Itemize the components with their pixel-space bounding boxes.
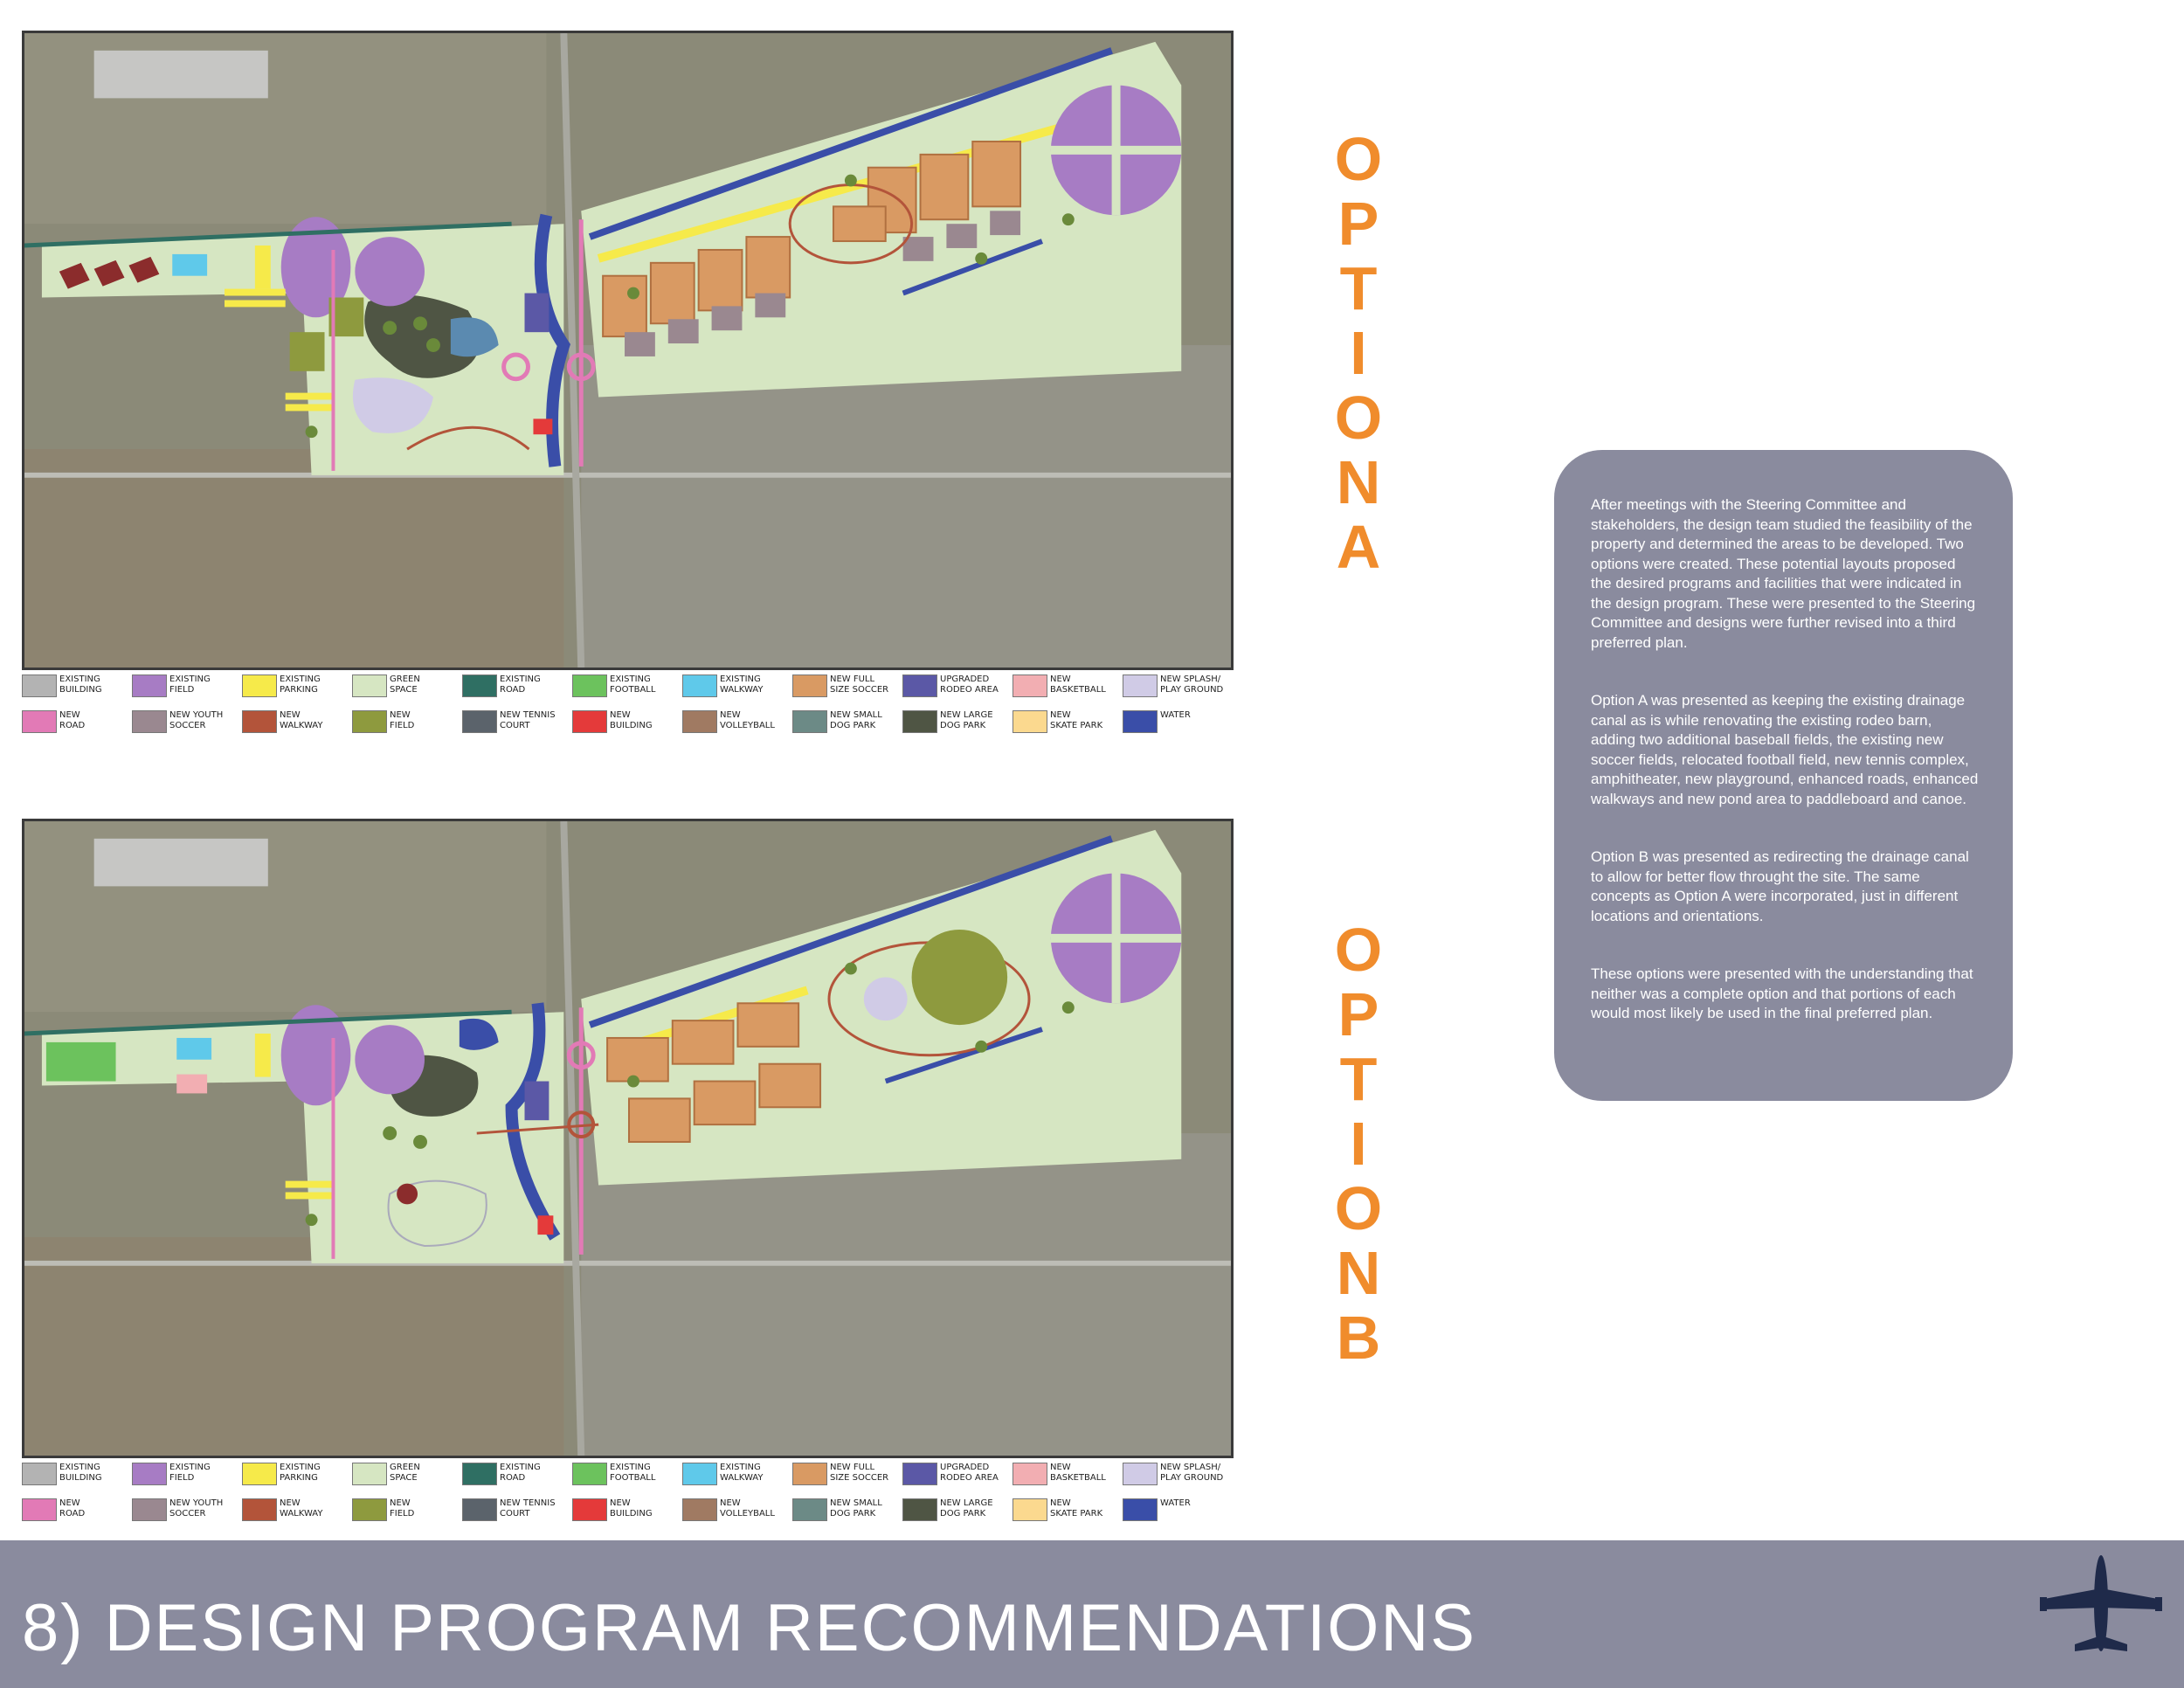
- legend-label: WATER: [1160, 710, 1191, 720]
- legend-label: NEW SPLASH/ PLAY GROUND: [1160, 1463, 1224, 1483]
- option-a-legend: [22, 675, 1245, 744]
- legend-swatch: [132, 1463, 167, 1485]
- legend-label: NEW BUILDING: [610, 1498, 653, 1519]
- option-b-legend: [22, 1463, 1245, 1532]
- legend-swatch: [682, 710, 717, 733]
- legend-swatch: [132, 710, 167, 733]
- option-a-letter: O: [1334, 125, 1383, 193]
- option-b-site-plan: [22, 819, 1234, 1458]
- legend-label: EXISTING FIELD: [169, 675, 211, 695]
- legend-label: NEW SKATE PARK: [1050, 710, 1103, 730]
- legend-item: [132, 710, 241, 735]
- legend-label: NEW BUILDING: [610, 710, 653, 730]
- legend-swatch: [462, 1498, 497, 1521]
- legend-label: NEW WALKWAY: [280, 710, 323, 730]
- option-a-letter: A: [1336, 513, 1381, 581]
- option-a-aerial-map: [24, 33, 1231, 668]
- legend-item: [902, 710, 1012, 735]
- option-b-letter: O: [1334, 1174, 1383, 1242]
- legend-label: NEW VOLLEYBALL: [720, 710, 775, 730]
- option-a-letter: I: [1350, 319, 1367, 387]
- legend-swatch: [572, 710, 607, 733]
- legend-label: NEW SMALL DOG PARK: [830, 1498, 882, 1519]
- legend-item: [572, 1498, 681, 1523]
- legend-item: [902, 675, 1012, 699]
- legend-label: EXISTING FOOTBALL: [610, 1463, 656, 1483]
- legend-label: NEW FIELD: [390, 710, 415, 730]
- legend-item: [132, 1498, 241, 1523]
- legend-item: [682, 675, 791, 699]
- legend-label: UPGRADED RODEO AREA: [940, 1463, 999, 1483]
- legend-label: NEW ROAD: [59, 1498, 86, 1519]
- legend-label: NEW FIELD: [390, 1498, 415, 1519]
- legend-label: EXISTING ROAD: [500, 675, 541, 695]
- legend-label: NEW FULL SIZE SOCCER: [830, 1463, 889, 1483]
- option-a-letter: P: [1337, 190, 1379, 258]
- legend-item: [792, 1463, 902, 1487]
- legend-item: [242, 1498, 351, 1523]
- legend-swatch: [1123, 675, 1158, 697]
- legend-swatch: [462, 1463, 497, 1485]
- legend-item: [682, 1463, 791, 1487]
- legend-label: NEW WALKWAY: [280, 1498, 323, 1519]
- description-panel: [1554, 450, 2013, 1101]
- legend-label: EXISTING ROAD: [500, 1463, 541, 1483]
- option-b-letter: B: [1336, 1304, 1381, 1372]
- legend-label: EXISTING FIELD: [169, 1463, 211, 1483]
- legend-item: [462, 675, 571, 699]
- legend-swatch: [902, 1498, 937, 1521]
- option-a-title: [1310, 127, 1406, 579]
- legend-swatch: [1013, 675, 1047, 697]
- legend-label: NEW FULL SIZE SOCCER: [830, 675, 889, 695]
- legend-swatch: [462, 710, 497, 733]
- legend-item: [352, 675, 461, 699]
- legend-item: [902, 1463, 1012, 1487]
- legend-item: [352, 1463, 461, 1487]
- airplane-icon: [2035, 1546, 2167, 1660]
- legend-label: EXISTING FOOTBALL: [610, 675, 656, 695]
- option-b-letter: N: [1336, 1239, 1381, 1307]
- legend-label: EXISTING BUILDING: [59, 1463, 102, 1483]
- legend-label: NEW BASKETBALL: [1050, 1463, 1106, 1483]
- legend-item: [352, 710, 461, 735]
- legend-item: [792, 1498, 902, 1523]
- legend-swatch: [792, 1498, 827, 1521]
- legend-swatch: [572, 1463, 607, 1485]
- legend-swatch: [242, 675, 277, 697]
- legend-label: NEW YOUTH SOCCER: [169, 1498, 224, 1519]
- legend-swatch: [902, 1463, 937, 1485]
- option-b-letter: I: [1350, 1110, 1367, 1178]
- option-b-title: [1310, 917, 1406, 1370]
- legend-label: EXISTING WALKWAY: [720, 1463, 764, 1483]
- legend-item: [22, 1463, 131, 1487]
- legend-swatch: [352, 1498, 387, 1521]
- legend-label: EXISTING WALKWAY: [720, 675, 764, 695]
- legend-item: [462, 1463, 571, 1487]
- legend-item: [682, 710, 791, 735]
- legend-item: [132, 1463, 241, 1487]
- legend-swatch: [22, 675, 57, 697]
- legend-swatch: [132, 675, 167, 697]
- description-paragraph: These options were presented with the understanding that neither was a complete option and that portions of each would most likely be used in the final preferred plan.: [1591, 965, 1973, 1021]
- legend-item: [902, 1498, 1012, 1523]
- legend-swatch: [1123, 710, 1158, 733]
- legend-swatch: [902, 710, 937, 733]
- legend-label: EXISTING PARKING: [280, 675, 321, 695]
- legend-item: [22, 710, 131, 735]
- legend-item: [572, 675, 681, 699]
- description-paragraph: Option B was presented as redirecting the drainage canal to allow for better flow throught the site. The same concepts as Option A were incorporated, just in different locations and orientations.: [1591, 848, 1969, 924]
- legend-swatch: [792, 675, 827, 697]
- legend-label: NEW VOLLEYBALL: [720, 1498, 775, 1519]
- legend-item: [572, 710, 681, 735]
- legend-swatch: [1123, 1463, 1158, 1485]
- option-a-site-plan: [22, 31, 1234, 670]
- legend-label: NEW SMALL DOG PARK: [830, 710, 882, 730]
- legend-swatch: [22, 1463, 57, 1485]
- legend-swatch: [572, 675, 607, 697]
- legend-item: [1013, 675, 1122, 699]
- legend-item: [462, 710, 571, 735]
- option-b-letter: T: [1339, 1045, 1378, 1113]
- legend-label: NEW TENNIS COURT: [500, 1498, 556, 1519]
- legend-item: [242, 675, 351, 699]
- option-b-aerial-map: [24, 821, 1231, 1456]
- legend-label: NEW YOUTH SOCCER: [169, 710, 224, 730]
- legend-swatch: [462, 675, 497, 697]
- legend-swatch: [22, 710, 57, 733]
- legend-swatch: [242, 1498, 277, 1521]
- legend-swatch: [792, 710, 827, 733]
- legend-item: [792, 675, 902, 699]
- legend-swatch: [352, 675, 387, 697]
- legend-swatch: [352, 710, 387, 733]
- legend-item: [1013, 710, 1122, 735]
- legend-swatch: [1013, 1498, 1047, 1521]
- legend-swatch: [1013, 710, 1047, 733]
- page-title: 8) DESIGN PROGRAM RECOMMENDATIONS: [22, 1591, 1476, 1665]
- legend-swatch: [1013, 1463, 1047, 1485]
- legend-label: NEW BASKETBALL: [1050, 675, 1106, 695]
- legend-label: NEW TENNIS COURT: [500, 710, 556, 730]
- legend-item: [682, 1498, 791, 1523]
- legend-label: UPGRADED RODEO AREA: [940, 675, 999, 695]
- legend-item: [1123, 1463, 1232, 1487]
- legend-item: [1013, 1498, 1122, 1523]
- legend-swatch: [132, 1498, 167, 1521]
- legend-item: [132, 675, 241, 699]
- legend-swatch: [242, 1463, 277, 1485]
- footer-bar: [0, 1540, 2184, 1688]
- option-a-letter: T: [1339, 254, 1378, 322]
- legend-label: EXISTING PARKING: [280, 1463, 321, 1483]
- legend-item: [1123, 710, 1232, 735]
- legend-swatch: [682, 1498, 717, 1521]
- legend-item: [242, 710, 351, 735]
- legend-item: [352, 1498, 461, 1523]
- legend-item: [242, 1463, 351, 1487]
- description-paragraph: Option A was presented as keeping the existing drainage canal as is while renovating the existing rodeo barn, adding two additional baseball fields, the existing new soccer fields, relocated football field, new tennis complex, amphitheater, new playground, enhanced roads, enhanced walkways and new pond area to paddleboard and canoe.: [1591, 692, 1979, 807]
- description-paragraph: After meetings with the Steering Committee and stakeholders, the design team studied the feasibility of the property and determined the areas to be developed. Two options were created. These potential layouts proposed the desired programs and facilities that were indicated in the design program. These were presented to the Steering Committee and designs were further revised into a third preferred plan.: [1591, 496, 1976, 651]
- option-a-letter: N: [1336, 448, 1381, 516]
- legend-swatch: [902, 675, 937, 697]
- legend-item: [1123, 675, 1232, 699]
- legend-swatch: [792, 1463, 827, 1485]
- legend-label: NEW LARGE DOG PARK: [940, 710, 993, 730]
- legend-swatch: [242, 710, 277, 733]
- legend-swatch: [682, 675, 717, 697]
- legend-swatch: [682, 1463, 717, 1485]
- legend-label: NEW LARGE DOG PARK: [940, 1498, 993, 1519]
- legend-item: [22, 1498, 131, 1523]
- legend-item: [1013, 1463, 1122, 1487]
- legend-swatch: [1123, 1498, 1158, 1521]
- option-b-letter: O: [1334, 916, 1383, 984]
- legend-item: [462, 1498, 571, 1523]
- legend-item: [792, 710, 902, 735]
- legend-swatch: [572, 1498, 607, 1521]
- option-a-letter: O: [1334, 384, 1383, 452]
- legend-label: WATER: [1160, 1498, 1191, 1508]
- legend-label: GREEN SPACE: [390, 675, 420, 695]
- legend-label: NEW ROAD: [59, 710, 86, 730]
- legend-item: [572, 1463, 681, 1487]
- option-b-letter: P: [1337, 980, 1379, 1048]
- legend-label: EXISTING BUILDING: [59, 675, 102, 695]
- legend-item: [1123, 1498, 1232, 1523]
- legend-swatch: [352, 1463, 387, 1485]
- legend-label: NEW SPLASH/ PLAY GROUND: [1160, 675, 1224, 695]
- legend-label: NEW SKATE PARK: [1050, 1498, 1103, 1519]
- legend-swatch: [22, 1498, 57, 1521]
- legend-label: GREEN SPACE: [390, 1463, 420, 1483]
- legend-item: [22, 675, 131, 699]
